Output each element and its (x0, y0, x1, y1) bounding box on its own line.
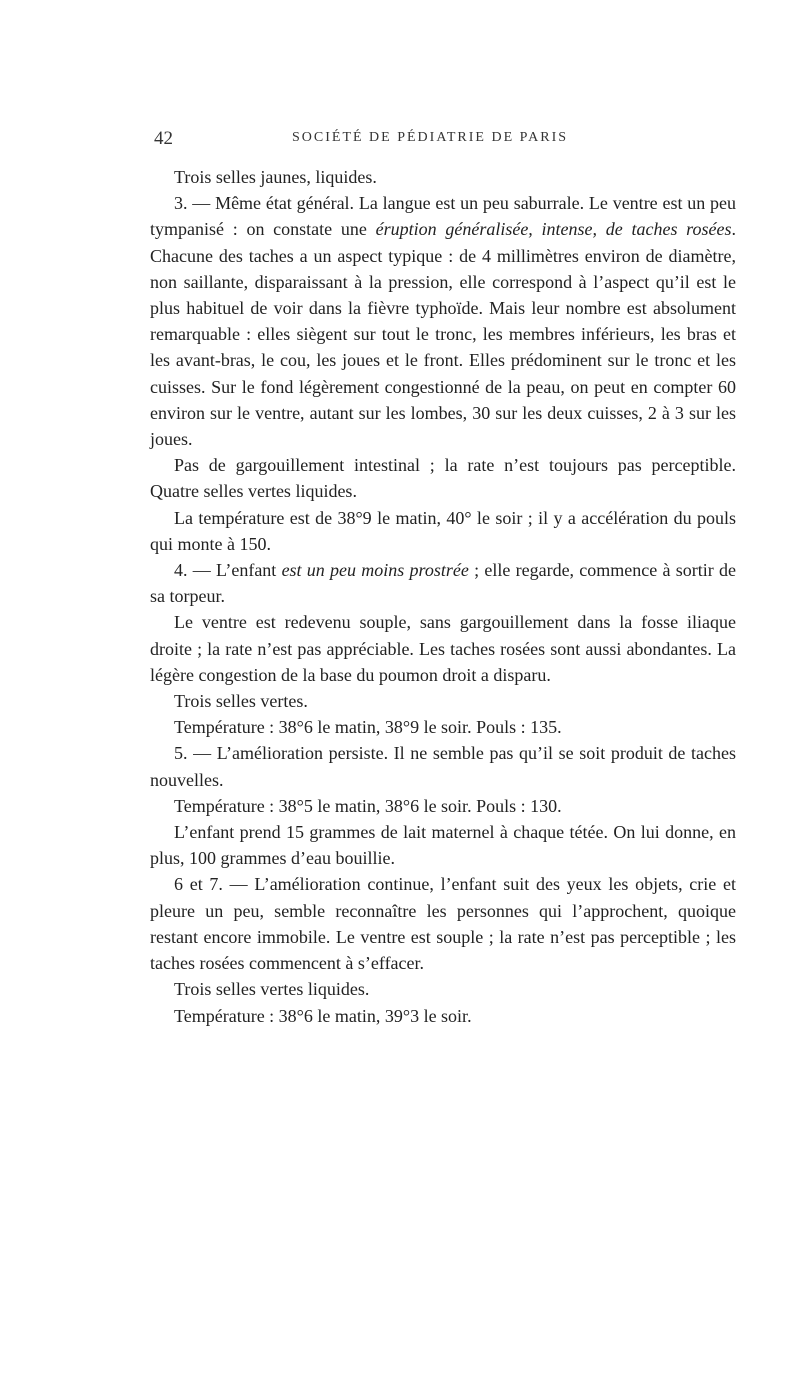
paragraph-alimentation: L’enfant prend 15 grammes de lait maternel à chaque tétée. On lui donne, en plus, 100 grammes d’eau bouillie. (150, 822, 736, 869)
paragraph-selles-jaunes: Trois selles jaunes, liquides. (174, 167, 377, 187)
paragraph-selles-vertes-liquides: Trois selles vertes liquides. (174, 979, 370, 1000)
running-title: SOCIÉTÉ DE PÉDIATRIE DE PARIS (292, 130, 569, 145)
body-text (150, 164, 736, 1029)
page-header (154, 128, 744, 152)
paragraph-temperature-day-5: Température : 38°5 le matin, 38°6 le soir. Pouls : 130. (174, 795, 562, 816)
paragraph-temperature-day-4: Température : 38°6 le matin, 38°9 le soir. Pouls : 135. (174, 717, 562, 738)
paragraph-day-3: 3. — Même état général. La langue est un peu saburrale. Le ventre est un peu tympanisé : on constate une éruption généralisée, intense, de taches rosées. Chacune des taches a un aspect typique : de 4 millimètres environ de diamètre, non saillante, disparaissant à la pression, elle correspond à l’aspect qu’il est le plus habituel de voir dans la fièvre typhoïde. Mais leur nombre est absolument remarquable : elles siègent sur tout le tronc, les membres inférieurs, les bras et les avant-bras, le cou, les joues et le front. Elles prédominent sur le tronc et les cuisses. Sur le fond légèrement congestionné de la peau, on peut en compter 60 environ sur le ventre, autant sur les lombes, 30 sur les deux cuisses, 2 à 3 sur les joues. (150, 193, 737, 450)
paragraph-selles-vertes: Trois selles vertes. (174, 691, 308, 712)
paragraph-days-6-7: 6 et 7. — L’amélioration continue, l’enfant suit des yeux les objets, crie et pleure un peu, semble reconnaître les personnes qui l’approchent, quoique restant encore immobile. Le ventre est souple ; la rate n’est pas perceptible ; les taches rosées commencent à s’effacer. (150, 874, 736, 974)
paragraph-day-4: 4. — L’enfant est un peu moins prostrée ; elle regarde, commence à sortir de sa torpeur. (150, 560, 736, 607)
paragraph-temperature-day-3: La température est de 38°9 le matin, 40° le soir ; il y a accélération du pouls qui monte à 150. (150, 507, 736, 554)
page-number: 42 (154, 128, 173, 149)
paragraph-day-5: 5. — L’amélioration persiste. Il ne semble pas qu’il se soit produit de taches nouvelles. (150, 743, 736, 790)
paragraph-temperature-days-6-7: Température : 38°6 le matin, 39°3 le soir. (174, 1005, 472, 1026)
paragraph-gargouillement: Pas de gargouillement intestinal ; la rate n’est toujours pas perceptible. Quatre selles vertes liquides. (150, 455, 736, 502)
paragraph-ventre-souple: Le ventre est redevenu souple, sans gargouillement dans la fosse iliaque droite ; la rate n’est pas appréciable. Les taches rosées sont aussi abondantes. La légère congestion de la base du poumon droit a disparu. (150, 612, 736, 685)
